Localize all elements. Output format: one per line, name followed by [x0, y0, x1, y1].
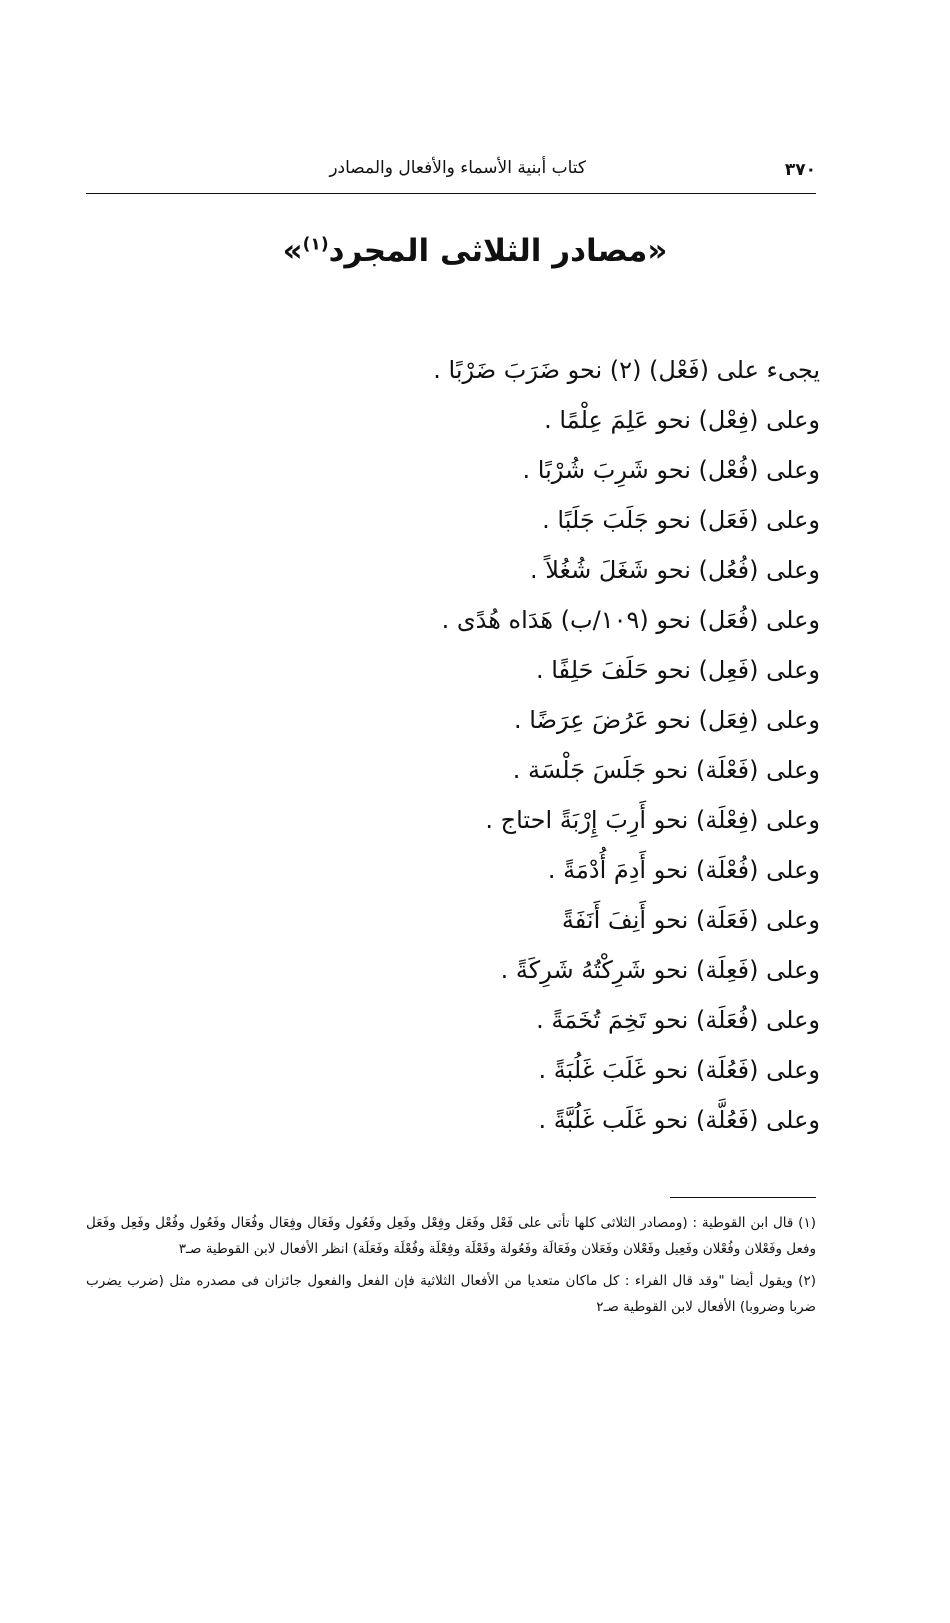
footnote-ref: (١) — [302, 234, 329, 255]
section-heading-text: «مصادر الثلاثى المجرد — [328, 233, 668, 269]
section-heading-close: » — [282, 233, 303, 269]
pattern-entry: وعلى (فَعْلَة) نحو جَلَسَ جَلْسَة . — [512, 756, 820, 784]
pattern-entry: وعلى (فُعَل) نحو (١٠٩/ب) هَدَاه هُدًى . — [441, 606, 820, 634]
pattern-entry: وعلى (فُعْل) نحو شَرِبَ شُرْبًا . — [522, 456, 820, 484]
pattern-entry: وعلى (فِعَل) نحو عَرُضَ عِرَضًا . — [514, 706, 820, 734]
pattern-entry: وعلى (فُعْلَة) نحو أَدِمَ أُدْمَةً . — [547, 856, 820, 884]
footnotes — [86, 1210, 816, 1326]
pattern-entry: وعلى (فِعْل) نحو عَلِمَ عِلْمًا . — [544, 406, 820, 434]
pattern-entry: وعلى (فَعِلَة) نحو شَرِكْتُهُ شَرِكَةً . — [500, 956, 820, 984]
pattern-entry: يجىء على (فَعْل) (٢) نحو ضَرَبَ ضَرْبًا . — [433, 356, 820, 384]
header-rule — [86, 193, 816, 194]
pattern-entry: وعلى (فَعُلَة) نحو غَلَبَ غَلُبَةً . — [538, 1056, 820, 1084]
pattern-entry: وعلى (فُعَلَة) نحو تَخِمَ تُخَمَةً . — [536, 1006, 820, 1034]
pattern-list — [220, 350, 820, 1150]
book-title: كتاب أبنية الأسماء والأفعال والمصادر — [329, 158, 586, 178]
page-number: ٣٧٠ — [784, 160, 816, 180]
footnote-rule — [670, 1197, 816, 1198]
pattern-entry: وعلى (فَعِل) نحو حَلَفَ حَلِفًا . — [535, 656, 820, 684]
footnote-2: (٢) ويقول أيضا "وقد قال الفراء : كل ماكان متعديا من الأفعال الثلاثية فإن الفعل والفعول جائزان فى مصدره مثل (ضرب يضرب ضربا وضروبا) الأفعال لابن القوطية صـ٢ — [86, 1273, 816, 1315]
pattern-entry: وعلى (فَعُلَّة) نحو غَلَب غَلُبَّةً . — [538, 1106, 820, 1134]
pattern-entry: وعلى (فَعَل) نحو جَلَبَ جَلَبًا . — [542, 506, 820, 534]
pattern-entry: وعلى (فُعُل) نحو شَغَلَ شُغُلاً . — [529, 556, 820, 584]
pattern-entry: وعلى (فَعَلَة) نحو أَنِفَ أَنَفَةً — [561, 906, 820, 934]
footnote-1: (١) قال ابن القوطية : (ومصادر الثلاثى كلها تأتى على فَعْل وفَعَل وفِعْل وفَعِل وفَعُول وفَعَال وفِعَال وفُعَال وفَعُول وفُعْل وفَعِل وفَعَل وفعل وفَعْلان وفُعْلان وفَعِيل وفَعْلان وفَعَلان وفَعَالَة وفَعُولة وفَعْلَة وفِعْلَة وفُعْلَة وفَعَلَة) انظر الأفعال لابن القوطية صـ٣ — [86, 1215, 816, 1257]
section-heading — [0, 233, 950, 269]
pattern-entry: وعلى (فِعْلَة) نحو أَرِبَ إِرْبَةً احتاج . — [485, 806, 820, 834]
running-header — [86, 158, 816, 188]
